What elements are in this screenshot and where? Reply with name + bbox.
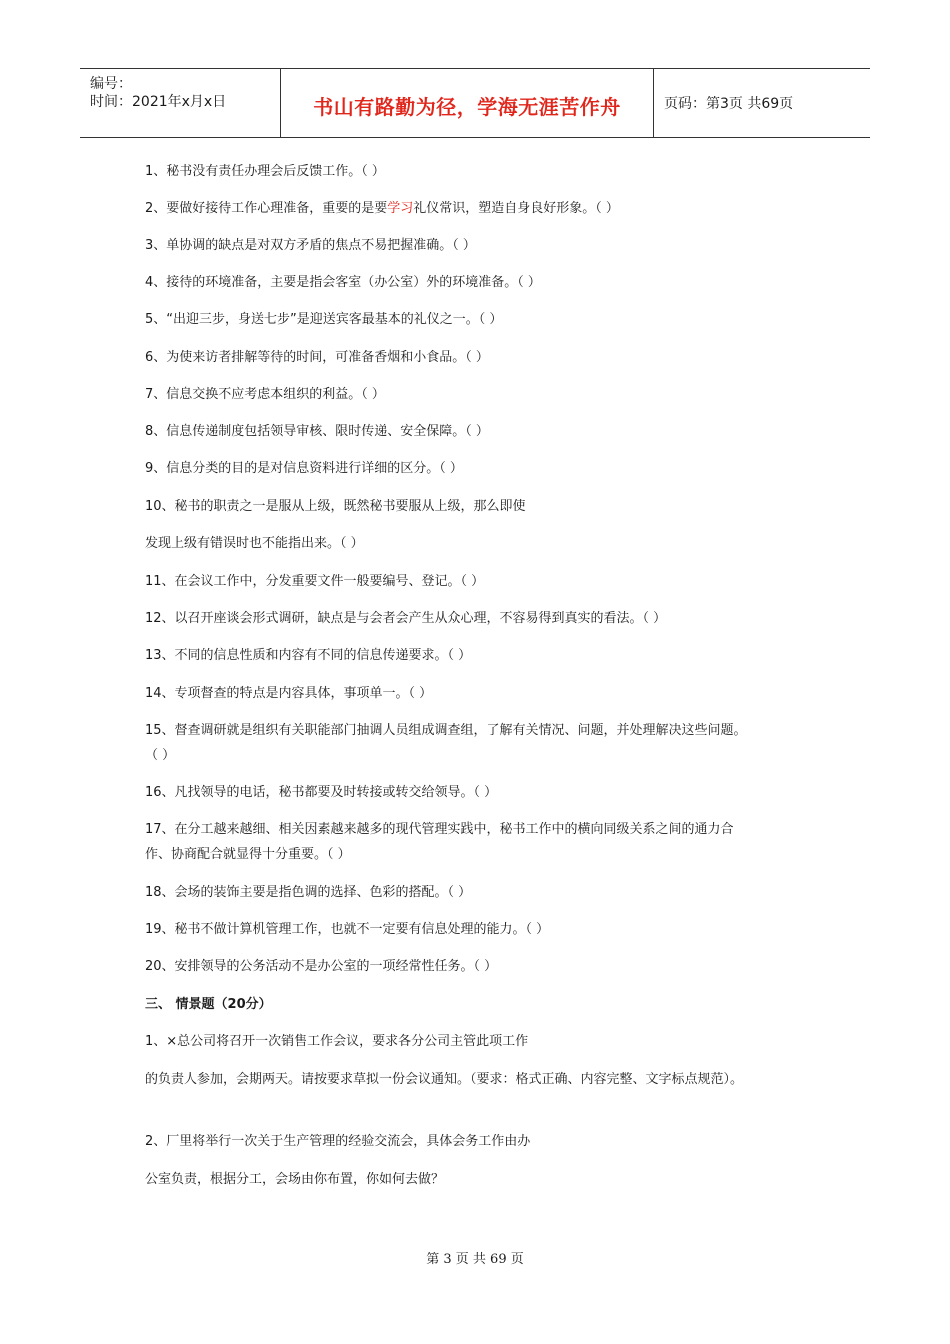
- scenario-2-line-1: 2、厂里将举行一次关于生产管理的经验交流会，具体会务工作由办: [145, 1134, 531, 1149]
- question-19: 19、秘书不做计算机管理工作，也就不一定要有信息处理的能力。（ ）: [145, 922, 550, 937]
- question-15-line-1: 15、督查调研就是组织有关职能部门抽调人员组成调查组，了解有关情况、问题，并处理解决这些问题。: [145, 723, 747, 738]
- question-3: 3、单协调的缺点是对双方矛盾的焦点不易把握准确。（ ）: [145, 238, 476, 253]
- page-header: [80, 68, 870, 138]
- question-9: 9、信息分类的目的是对信息资料进行详细的区分。（ ）: [145, 461, 463, 476]
- question-12: 12、以召开座谈会形式调研，缺点是与会者会产生从众心理，不容易得到真实的看法。（ ）: [145, 611, 667, 626]
- question-15-line-2: （ ）: [145, 748, 176, 763]
- header-motto-cell: [281, 69, 654, 137]
- question-10-line-2: 发现上级有错误时也不能指出来。（ ）: [145, 536, 364, 551]
- question-14: 14、专项督查的特点是内容具体，事项单一。（ ）: [145, 686, 433, 701]
- question-18: 18、会场的装饰主要是指色调的选择、色彩的搭配。（ ）: [145, 885, 472, 900]
- section-3-title: 三、 情景题（20分）: [145, 997, 272, 1012]
- scenario-1-line-1: 1、×总公司将召开一次销售工作会议，要求各分公司主管此项工作: [145, 1034, 529, 1049]
- page-footer: 第 3 页 共 69 页: [426, 1252, 524, 1267]
- scenario-1-line-2: 的负责人参加，会期两天。请按要求草拟一份会议通知。（要求：格式正确、内容完整、文字标点规范）。: [145, 1072, 744, 1087]
- question-2-text-b: 礼仪常识，塑造自身良好形象。（ ）: [413, 201, 619, 216]
- question-2-highlight[interactable]: 学习: [387, 201, 414, 216]
- question-2: [145, 201, 619, 217]
- time-label: 时间：2021年x月x日: [90, 94, 227, 110]
- question-10-line-1: 10、秘书的职责之一是服从上级，既然秘书要服从上级，那么即使: [145, 499, 526, 514]
- question-5: 5、“出迎三步，身送七步”是迎送宾客最基本的礼仪之一。（ ）: [145, 312, 503, 327]
- motto: 书山有路勤为径，学海无涯苦作舟: [313, 95, 621, 119]
- question-4: 4、接待的环境准备，主要是指会客室（办公室）外的环境准备。（ ）: [145, 275, 541, 290]
- number-label: 编号：: [90, 76, 132, 92]
- question-13: 13、不同的信息性质和内容有不同的信息传递要求。（ ）: [145, 648, 472, 663]
- question-1: 1、秘书没有责任办理会后反馈工作。（ ）: [145, 164, 385, 179]
- question-11: 11、在会议工作中，分发重要文件一般要编号、登记。（ ）: [145, 574, 485, 589]
- question-20: 20、安排领导的公务活动不是办公室的一项经常性任务。（ ）: [145, 959, 498, 974]
- question-17-line-1: 17、在分工越来越细、相关因素越来越多的现代管理实践中，秘书工作中的横向同级关系之间的通力合: [145, 822, 734, 837]
- header-page-info: 页码：第3页 共69页: [664, 96, 794, 112]
- question-8: 8、信息传递制度包括领导审核、限时传递、安全保障。（ ）: [145, 424, 489, 439]
- question-16: 16、凡找领导的电话，秘书都要及时转接或转交给领导。（ ）: [145, 785, 498, 800]
- question-2-text-a: 2、要做好接待工作心理准备，重要的是要: [145, 201, 388, 216]
- header-left-cell: [80, 69, 281, 137]
- scenario-2-line-2: 公室负责，根据分工，会场由你布置，你如何去做？: [145, 1172, 445, 1187]
- header-right-cell: [654, 69, 870, 137]
- question-7: 7、信息交换不应考虑本组织的利益。（ ）: [145, 387, 385, 402]
- question-6: 6、为使来访者排解等待的时间，可准备香烟和小食品。（ ）: [145, 350, 489, 365]
- question-17-line-2: 作、协商配合就显得十分重要。（ ）: [145, 847, 351, 862]
